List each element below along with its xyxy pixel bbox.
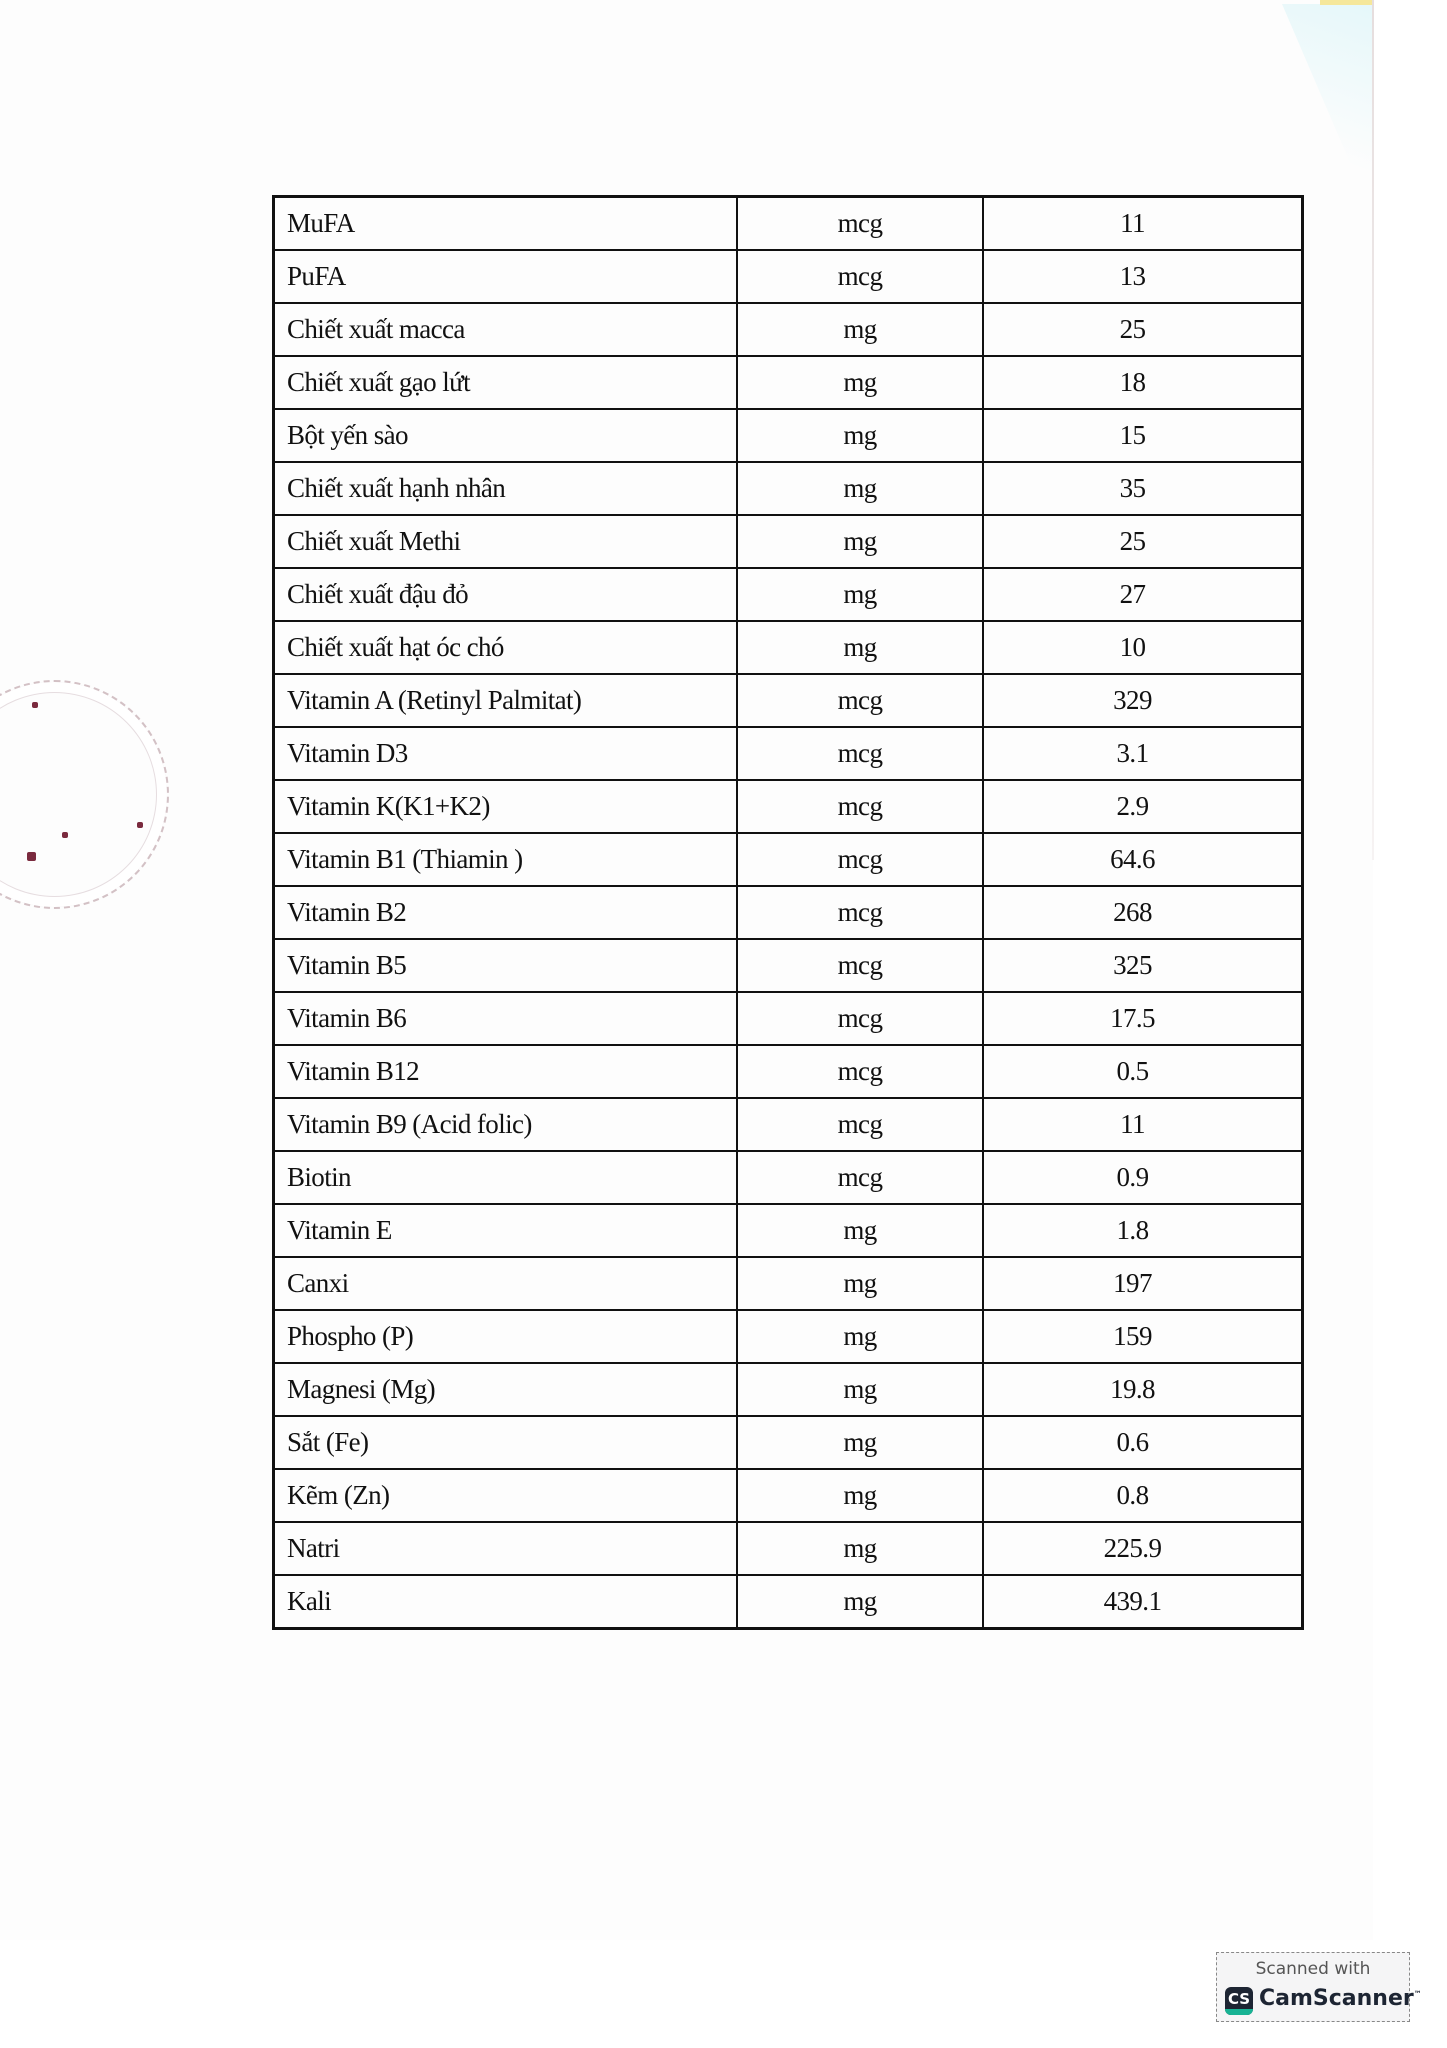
nutrient-name-cell: Sắt (Fe) (274, 1416, 738, 1469)
nutrient-name-cell: Chiết xuất gạo lứt (274, 356, 738, 409)
nutrient-name-cell: Phospho (P) (274, 1310, 738, 1363)
nutrient-name-cell: Vitamin D3 (274, 727, 738, 780)
unit-cell: mg (737, 1204, 983, 1257)
nutrient-name-cell: Vitamin B6 (274, 992, 738, 1045)
nutrient-name-cell: Canxi (274, 1257, 738, 1310)
unit-cell: mcg (737, 197, 983, 251)
unit-cell: mg (737, 621, 983, 674)
unit-cell: mg (737, 1522, 983, 1575)
unit-cell: mcg (737, 1045, 983, 1098)
unit-cell: mg (737, 356, 983, 409)
amount-cell: 225.9 (983, 1522, 1303, 1575)
watermark-caption: Scanned with (1255, 1959, 1371, 1979)
amount-cell: 11 (983, 197, 1303, 251)
table-row (274, 197, 1303, 251)
table-row (274, 1045, 1303, 1098)
table-row (274, 250, 1303, 303)
amount-cell: 439.1 (983, 1575, 1303, 1629)
amount-cell: 159 (983, 1310, 1303, 1363)
amount-cell: 13 (983, 250, 1303, 303)
amount-cell: 27 (983, 568, 1303, 621)
table-row (274, 1098, 1303, 1151)
unit-cell: mg (737, 1575, 983, 1629)
table-row (274, 409, 1303, 462)
unit-cell: mcg (737, 727, 983, 780)
amount-cell: 17.5 (983, 992, 1303, 1045)
nutrient-name-cell: Chiết xuất hạt óc chó (274, 621, 738, 674)
table-row (274, 1522, 1303, 1575)
page-corner-strip (1320, 0, 1372, 5)
amount-cell: 15 (983, 409, 1303, 462)
table-row (274, 886, 1303, 939)
table-row (274, 780, 1303, 833)
nutrient-name-cell: Chiết xuất hạnh nhân (274, 462, 738, 515)
table-row (274, 674, 1303, 727)
table-row (274, 1416, 1303, 1469)
nutrient-name-cell: Chiết xuất đậu đỏ (274, 568, 738, 621)
unit-cell: mg (737, 1469, 983, 1522)
amount-cell: 197 (983, 1257, 1303, 1310)
camscanner-watermark (1216, 1952, 1422, 2022)
watermark-brand-name: CamScanner (1259, 1986, 1414, 2011)
nutrient-name-cell: MuFA (274, 197, 738, 251)
nutrient-name-cell: PuFA (274, 250, 738, 303)
amount-cell: 19.8 (983, 1363, 1303, 1416)
unit-cell: mg (737, 515, 983, 568)
table-row (274, 303, 1303, 356)
unit-cell: mg (737, 1363, 983, 1416)
unit-cell: mg (737, 462, 983, 515)
nutrition-table (272, 195, 1304, 1630)
nutrient-name-cell: Biotin (274, 1151, 738, 1204)
seal-mark (137, 822, 143, 828)
seal-mark (32, 702, 38, 708)
unit-cell: mcg (737, 674, 983, 727)
nutrient-name-cell: Vitamin K(K1+K2) (274, 780, 738, 833)
nutrient-name-cell: Vitamin E (274, 1204, 738, 1257)
nutrient-name-cell: Vitamin B12 (274, 1045, 738, 1098)
amount-cell: 0.8 (983, 1469, 1303, 1522)
table-row (274, 833, 1303, 886)
table-row (274, 515, 1303, 568)
amount-cell: 3.1 (983, 727, 1303, 780)
unit-cell: mcg (737, 780, 983, 833)
nutrient-name-cell: Vitamin B1 (Thiamin ) (274, 833, 738, 886)
unit-cell: mcg (737, 833, 983, 886)
nutrient-name-cell: Vitamin B9 (Acid folic) (274, 1098, 738, 1151)
nutrition-table-body (274, 197, 1303, 1629)
unit-cell: mcg (737, 886, 983, 939)
table-row (274, 356, 1303, 409)
amount-cell: 35 (983, 462, 1303, 515)
seal-mark (62, 832, 68, 838)
trademark-symbol: ™ (1413, 1989, 1422, 1999)
nutrient-name-cell: Vitamin B5 (274, 939, 738, 992)
table-row (274, 1469, 1303, 1522)
nutrient-name-cell: Kali (274, 1575, 738, 1629)
amount-cell: 0.6 (983, 1416, 1303, 1469)
amount-cell: 64.6 (983, 833, 1303, 886)
unit-cell: mg (737, 303, 983, 356)
amount-cell: 25 (983, 515, 1303, 568)
unit-cell: mg (737, 409, 983, 462)
table-row (274, 1204, 1303, 1257)
page-edge (1372, 0, 1374, 860)
nutrient-name-cell: Kẽm (Zn) (274, 1469, 738, 1522)
unit-cell: mg (737, 1310, 983, 1363)
amount-cell: 0.9 (983, 1151, 1303, 1204)
table-row (274, 939, 1303, 992)
amount-cell: 1.8 (983, 1204, 1303, 1257)
table-row (274, 992, 1303, 1045)
unit-cell: mcg (737, 1151, 983, 1204)
seal-mark (27, 852, 36, 861)
table-row (274, 727, 1303, 780)
unit-cell: mcg (737, 1098, 983, 1151)
table-row (274, 1363, 1303, 1416)
amount-cell: 0.5 (983, 1045, 1303, 1098)
table-row (274, 1575, 1303, 1629)
unit-cell: mcg (737, 250, 983, 303)
camscanner-logo-icon: CS (1225, 1987, 1253, 2015)
table-row (274, 568, 1303, 621)
unit-cell: mg (737, 1416, 983, 1469)
amount-cell: 329 (983, 674, 1303, 727)
amount-cell: 325 (983, 939, 1303, 992)
amount-cell: 25 (983, 303, 1303, 356)
amount-cell: 11 (983, 1098, 1303, 1151)
table-row (274, 1257, 1303, 1310)
amount-cell: 18 (983, 356, 1303, 409)
unit-cell: mg (737, 1257, 983, 1310)
nutrient-name-cell: Magnesi (Mg) (274, 1363, 738, 1416)
page-corner-tint (1282, 4, 1372, 214)
nutrient-name-cell: Chiết xuất Methi (274, 515, 738, 568)
unit-cell: mcg (737, 992, 983, 1045)
unit-cell: mg (737, 568, 983, 621)
amount-cell: 2.9 (983, 780, 1303, 833)
official-seal-icon (0, 680, 169, 909)
nutrient-name-cell: Chiết xuất macca (274, 303, 738, 356)
watermark-brand (1259, 1986, 1422, 2011)
nutrient-name-cell: Natri (274, 1522, 738, 1575)
table-row (274, 1310, 1303, 1363)
amount-cell: 268 (983, 886, 1303, 939)
nutrient-name-cell: Bột yến sào (274, 409, 738, 462)
nutrient-name-cell: Vitamin A (Retinyl Palmitat) (274, 674, 738, 727)
nutrient-name-cell: Vitamin B2 (274, 886, 738, 939)
table-row (274, 462, 1303, 515)
table-row (274, 1151, 1303, 1204)
table-row (274, 621, 1303, 674)
unit-cell: mcg (737, 939, 983, 992)
amount-cell: 10 (983, 621, 1303, 674)
